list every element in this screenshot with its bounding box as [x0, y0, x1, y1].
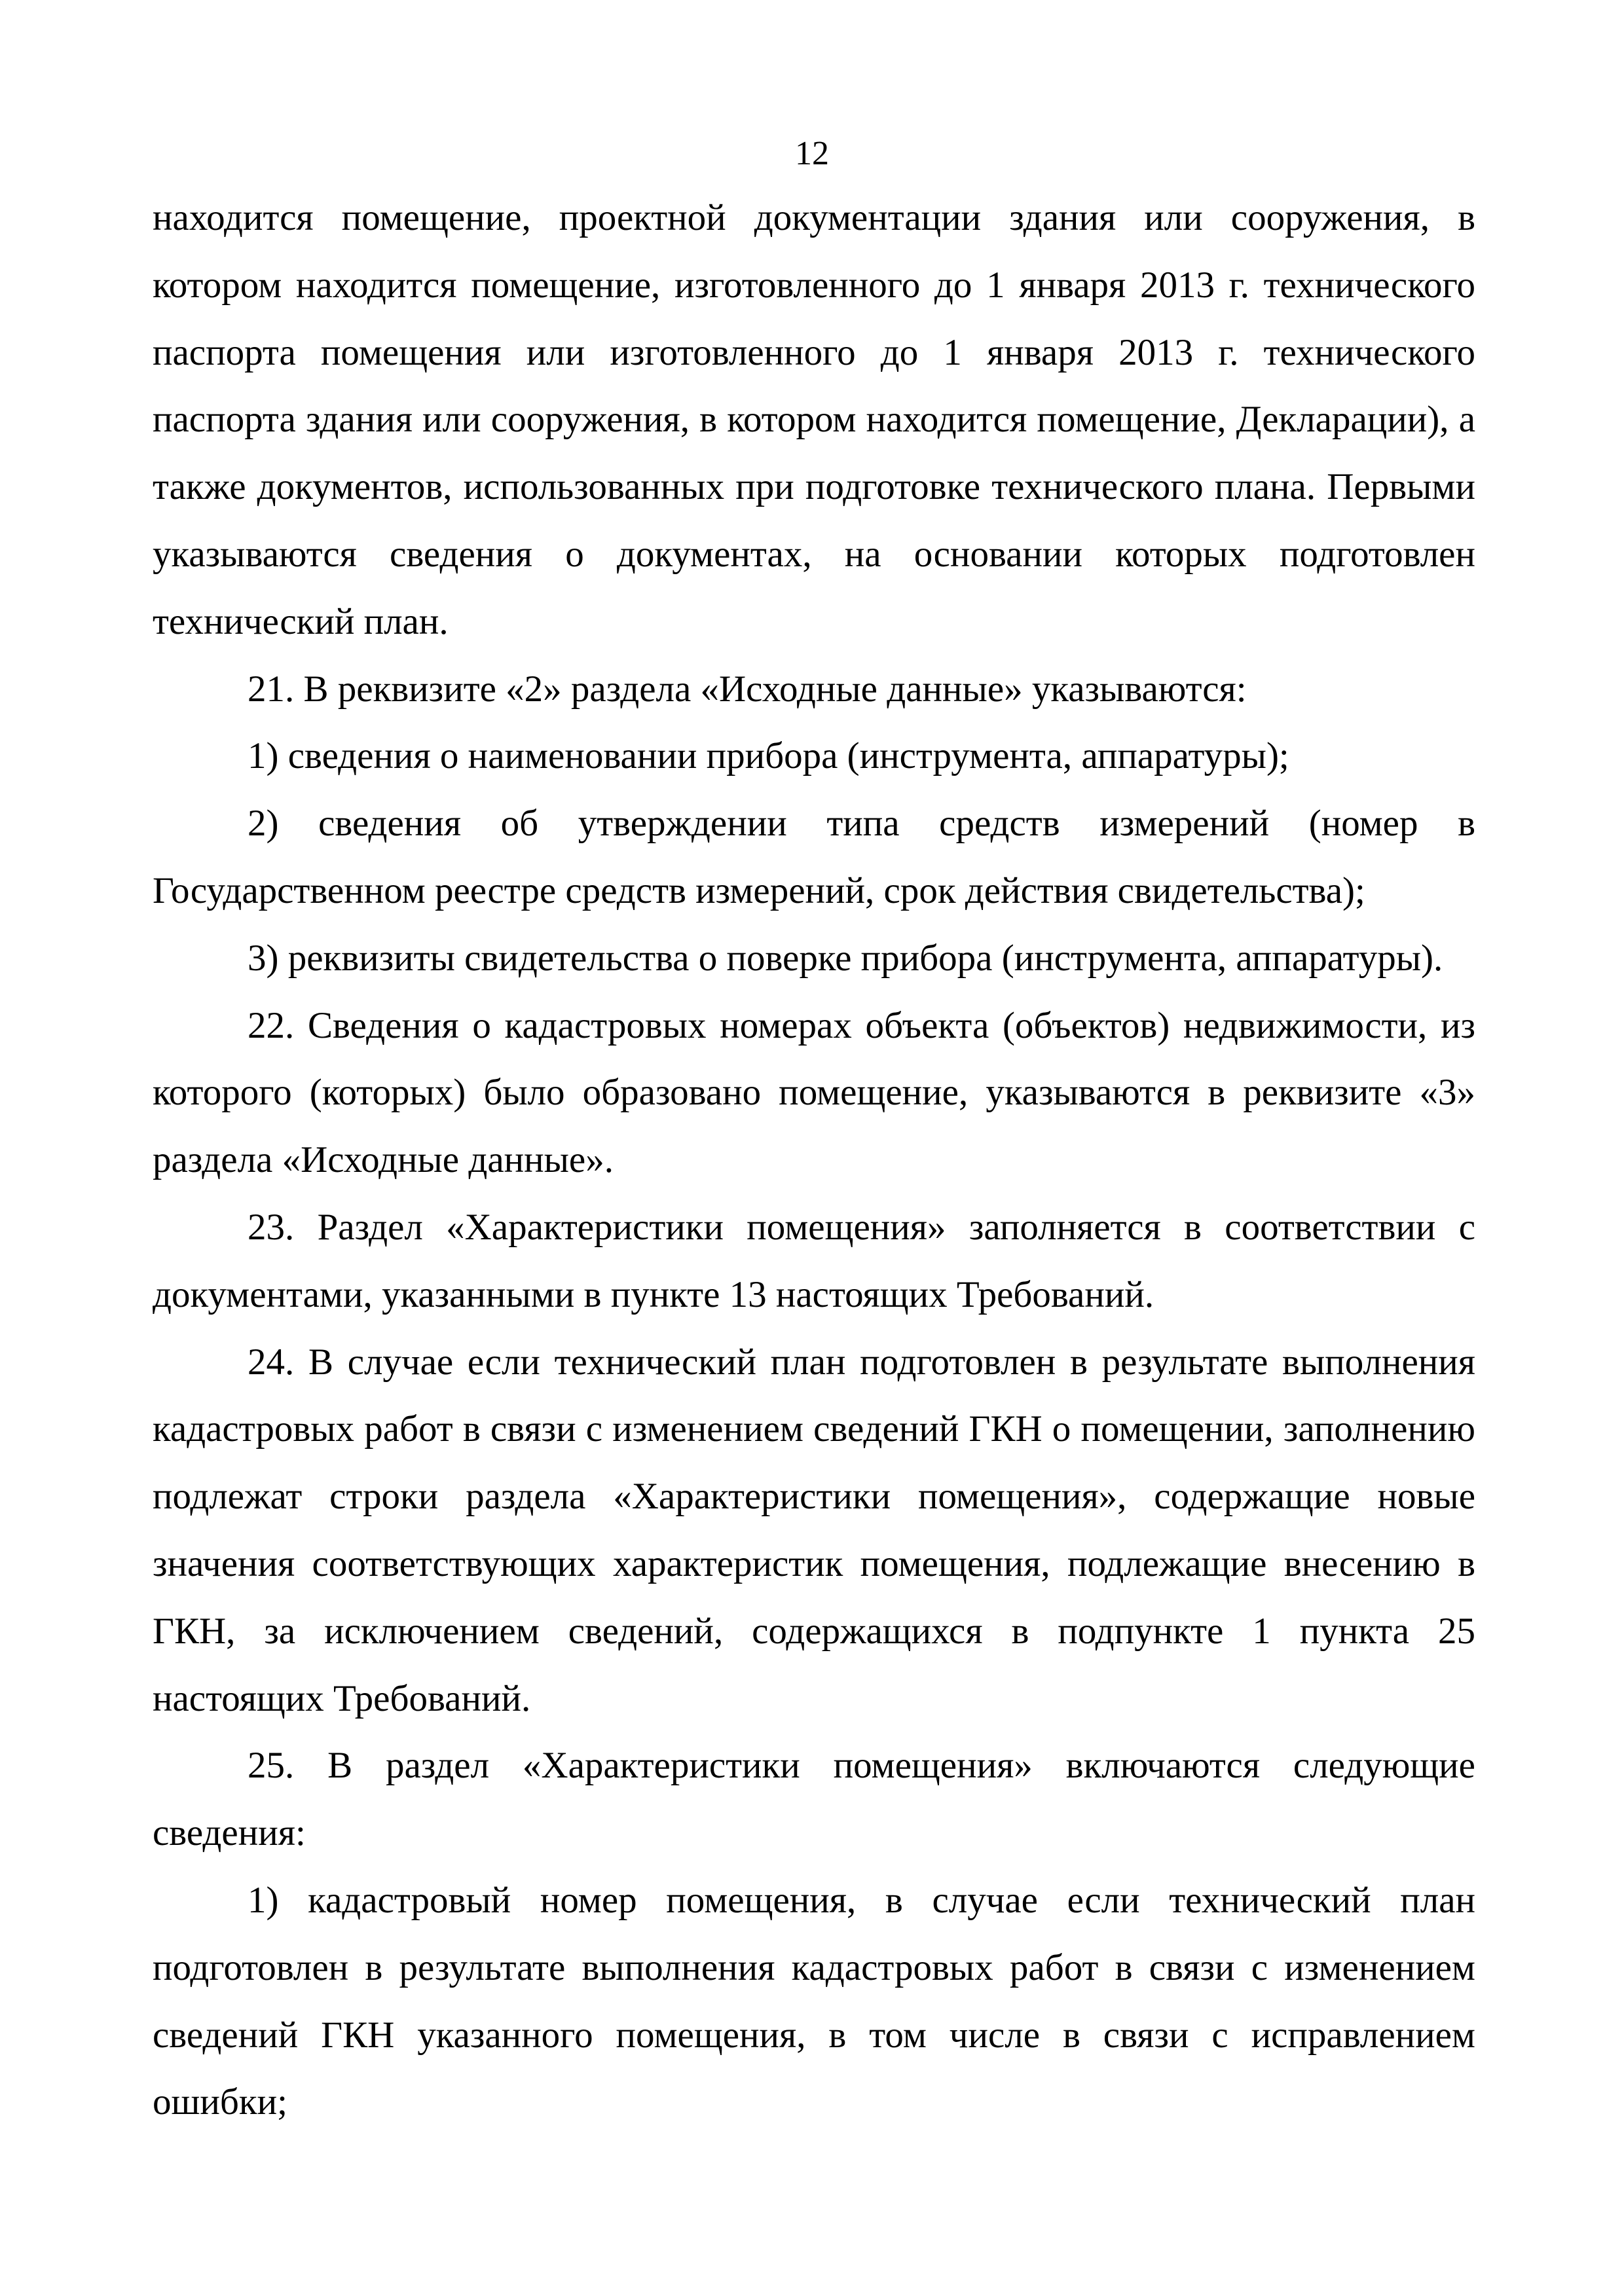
paragraph-25: 25. В раздел «Характеристики помещения» включаются следующие сведения:: [153, 1745, 1475, 1854]
paragraph-continuation: находится помещение, проектной документации здания или сооружения, в котором находится помещение, изготовленного до 1 января 2013 г. технического паспорта помещения или изготовленного до 1 января 2013 г. технического паспорта здания или сооружения, в котором находится помещение, Декларации), а также документов, использованных при подготовке технического плана. Первыми указываются сведения о документах, на основании которых подготовлен технический план.: [153, 197, 1475, 642]
paragraph-21-item-1: 1) сведения о наименовании прибора (инструмента, аппаратуры);: [248, 735, 1289, 777]
paragraph-22: 22. Сведения о кадастровых номерах объекта (объектов) недвижимости, из которого (которых) было образовано помещение, указываются в реквизите «3» раздела «Исходные данные».: [153, 1004, 1475, 1181]
paragraph-24: 24. В случае если технический план подготовлен в результате выполнения кадастровых работ в связи с изменением сведений ГКН о помещении, заполнению подлежат строки раздела «Характеристики помещения», содержащие новые значения соответствующих характеристик помещения, подлежащие внесению в ГКН, за исключением сведений, содержащихся в подпункте 1 пункта 25 настоящих Требований.: [153, 1341, 1475, 1719]
paragraph-21-item-3: 3) реквизиты свидетельства о поверке прибора (инструмента, аппаратуры).: [248, 937, 1443, 979]
paragraph-25-item-1: 1) кадастровый номер помещения, в случае если технический план подготовлен в результате выполнения кадастровых работ в связи с изменением сведений ГКН указанного помещения, в том числе в связи с исправлением ошибки;: [153, 1879, 1475, 2123]
paragraph-23: 23. Раздел «Характеристики помещения» заполняется в соответствии с документами, указанными в пункте 13 настоящих Требований.: [153, 1206, 1475, 1315]
page-number: 12: [795, 135, 829, 172]
document-body: [153, 185, 1475, 2136]
paragraph-21: 21. В реквизите «2» раздела «Исходные данные» указываются:: [248, 668, 1247, 710]
paragraph-21-item-2: 2) сведения об утверждении типа средств измерений (номер в Государственном реестре средств измерений, срок действия свидетельства);: [153, 803, 1475, 911]
